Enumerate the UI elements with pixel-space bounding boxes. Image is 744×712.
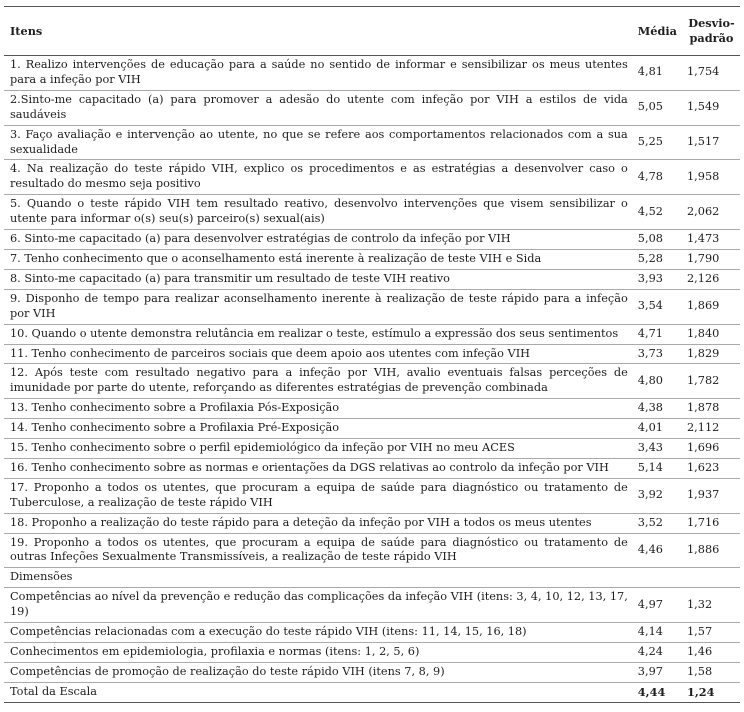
dimension-row-label: Competências ao nível da prevenção e redução das complicações da infeção VIH (itens: 3, 4, 10, 12, 13, 17, 19) xyxy=(4,588,632,623)
total-mean: 4,44 xyxy=(632,682,681,702)
dimensions-body xyxy=(4,588,740,683)
item-row xyxy=(4,324,740,344)
item-row xyxy=(4,439,740,459)
dimension-row xyxy=(4,643,740,663)
item-row-sd: 1,878 xyxy=(681,399,740,419)
item-row-mean: 5,28 xyxy=(632,249,681,269)
item-row-label: 1. Realizo intervenções de educação para a saúde no sentido de informar e sensibilizar os meus utentes para a infeção por VIH xyxy=(4,56,632,91)
item-row-label: 9. Disponho de tempo para realizar aconselhamento inerente à realização de teste rápido para a infeção por VIH xyxy=(4,289,632,324)
dimension-row-label: Competências de promoção de realização do teste rápido VIH (itens 7, 8, 9) xyxy=(4,662,632,682)
item-row xyxy=(4,458,740,478)
item-row xyxy=(4,533,740,568)
item-row-label: 8. Sinto-me capacitado (a) para transmitir um resultado de teste VIH reativo xyxy=(4,269,632,289)
item-row-mean: 4,78 xyxy=(632,160,681,195)
dimension-row-sd: 1,46 xyxy=(681,643,740,663)
item-row-label: 17. Proponho a todos os utentes, que procuram a equipa de saúde para diagnóstico ou tratamento de Tuberculose, a realização de teste rápido VIH xyxy=(4,478,632,513)
header-sd: Desvio-padrão xyxy=(681,7,740,56)
item-row-label: 10. Quando o utente demonstra relutância em realizar o teste, estímulo a expressão dos seus sentimentos xyxy=(4,324,632,344)
item-row-sd: 2,112 xyxy=(681,419,740,439)
dimension-row xyxy=(4,662,740,682)
item-row-mean: 3,43 xyxy=(632,439,681,459)
item-row-sd: 1,790 xyxy=(681,249,740,269)
dimension-row-sd: 1,58 xyxy=(681,662,740,682)
item-row xyxy=(4,90,740,125)
header-mean: Média xyxy=(632,7,681,56)
item-row-label: 11. Tenho conhecimento de parceiros sociais que deem apoio aos utentes com infeção VIH xyxy=(4,344,632,364)
item-row xyxy=(4,419,740,439)
item-row-sd: 2,126 xyxy=(681,269,740,289)
item-row-mean: 4,71 xyxy=(632,324,681,344)
item-row-label: 13. Tenho conhecimento sobre a Profilaxia Pós-Exposição xyxy=(4,399,632,419)
dimension-row xyxy=(4,623,740,643)
item-row-sd: 1,473 xyxy=(681,230,740,250)
item-row-label: 12. Após teste com resultado negativo para a infeção por VIH, avalio eventuais falsas perceções de imunidade por parte do utente, reforçando as diferentes estratégias de prevenção combinada xyxy=(4,364,632,399)
statistics-table xyxy=(4,6,740,703)
item-row-sd: 1,782 xyxy=(681,364,740,399)
item-row-label: 5. Quando o teste rápido VIH tem resultado reativo, desenvolvo intervenções que visem sensibilizar o utente para informar o(s) seu(s) parceiro(s) sexual(ais) xyxy=(4,195,632,230)
header-items: Itens xyxy=(4,7,632,56)
dimension-row-label: Conhecimentos em epidemiologia, profilaxia e normas (itens: 1, 2, 5, 6) xyxy=(4,643,632,663)
item-row xyxy=(4,56,740,91)
total-row xyxy=(4,682,740,702)
dimension-row-mean: 4,24 xyxy=(632,643,681,663)
dimension-row-mean: 3,97 xyxy=(632,662,681,682)
item-row xyxy=(4,230,740,250)
dimension-row-mean: 4,97 xyxy=(632,588,681,623)
item-row-mean: 4,81 xyxy=(632,56,681,91)
item-row xyxy=(4,289,740,324)
item-row-label: 18. Proponho a realização do teste rápido para a deteção da infeção por VIH a todos os meus utentes xyxy=(4,513,632,533)
item-row-label: 14. Tenho conhecimento sobre a Profilaxia Pré-Exposição xyxy=(4,419,632,439)
item-row-mean: 5,08 xyxy=(632,230,681,250)
item-row-sd: 1,549 xyxy=(681,90,740,125)
table-header-row xyxy=(4,7,740,56)
item-row xyxy=(4,399,740,419)
item-row-sd: 1,886 xyxy=(681,533,740,568)
item-row-mean: 3,93 xyxy=(632,269,681,289)
item-row-sd: 2,062 xyxy=(681,195,740,230)
item-row-sd: 1,754 xyxy=(681,56,740,91)
item-row-label: 2.Sinto-me capacitado (a) para promover a adesão do utente com infeção por VIH a estilos de vida saudáveis xyxy=(4,90,632,125)
item-row-sd: 1,869 xyxy=(681,289,740,324)
dimension-row-sd: 1,32 xyxy=(681,588,740,623)
item-row-label: 4. Na realização do teste rápido VIH, explico os procedimentos e as estratégias a desenvolver caso o resultado do mesmo seja positivo xyxy=(4,160,632,195)
item-row-sd: 1,623 xyxy=(681,458,740,478)
dimension-row-sd: 1,57 xyxy=(681,623,740,643)
item-row xyxy=(4,364,740,399)
item-row-label: 3. Faço avaliação e intervenção ao utente, no que se refere aos comportamentos relacionados com a sua sexualidade xyxy=(4,125,632,160)
item-row-sd: 1,716 xyxy=(681,513,740,533)
item-row xyxy=(4,125,740,160)
item-row-label: 6. Sinto-me capacitado (a) para desenvolver estratégias de controlo da infeção por VIH xyxy=(4,230,632,250)
item-row-sd: 1,840 xyxy=(681,324,740,344)
item-row xyxy=(4,269,740,289)
item-row xyxy=(4,478,740,513)
item-row xyxy=(4,249,740,269)
item-row-mean: 3,52 xyxy=(632,513,681,533)
dimension-row-label: Competências relacionadas com a execução do teste rápido VIH (itens: 11, 14, 15, 16, 18) xyxy=(4,623,632,643)
item-row-sd: 1,829 xyxy=(681,344,740,364)
total-sd: 1,24 xyxy=(681,682,740,702)
item-row-label: 16. Tenho conhecimento sobre as normas e orientações da DGS relativas ao controlo da infeção por VIH xyxy=(4,458,632,478)
item-row-mean: 5,05 xyxy=(632,90,681,125)
item-row xyxy=(4,160,740,195)
total-label: Total da Escala xyxy=(4,682,632,702)
dimensions-section-row xyxy=(4,568,740,588)
dimension-row-mean: 4,14 xyxy=(632,623,681,643)
item-row xyxy=(4,513,740,533)
item-row-mean: 5,14 xyxy=(632,458,681,478)
item-row xyxy=(4,344,740,364)
item-row-label: 15. Tenho conhecimento sobre o perfil epidemiológico da infeção por VIH no meu ACES xyxy=(4,439,632,459)
item-row-sd: 1,937 xyxy=(681,478,740,513)
item-row-label: 7. Tenho conhecimento que o aconselhamento está inerente à realização de teste VIH e Sida xyxy=(4,249,632,269)
dimension-row xyxy=(4,588,740,623)
item-row-mean: 5,25 xyxy=(632,125,681,160)
items-body xyxy=(4,56,740,568)
item-row-label: 19. Proponho a todos os utentes, que procuram a equipa de saúde para diagnóstico ou tratamento de outras Infeções Sexualmente Transmissíveis, a realização de teste rápido VIH xyxy=(4,533,632,568)
item-row-mean: 4,38 xyxy=(632,399,681,419)
item-row-sd: 1,958 xyxy=(681,160,740,195)
item-row-sd: 1,696 xyxy=(681,439,740,459)
item-row-mean: 3,54 xyxy=(632,289,681,324)
item-row-mean: 4,52 xyxy=(632,195,681,230)
item-row-mean: 4,80 xyxy=(632,364,681,399)
item-row-sd: 1,517 xyxy=(681,125,740,160)
item-row-mean: 3,92 xyxy=(632,478,681,513)
item-row-mean: 3,73 xyxy=(632,344,681,364)
dimensions-title: Dimensões xyxy=(4,568,740,588)
item-row-mean: 4,01 xyxy=(632,419,681,439)
item-row-mean: 4,46 xyxy=(632,533,681,568)
item-row xyxy=(4,195,740,230)
